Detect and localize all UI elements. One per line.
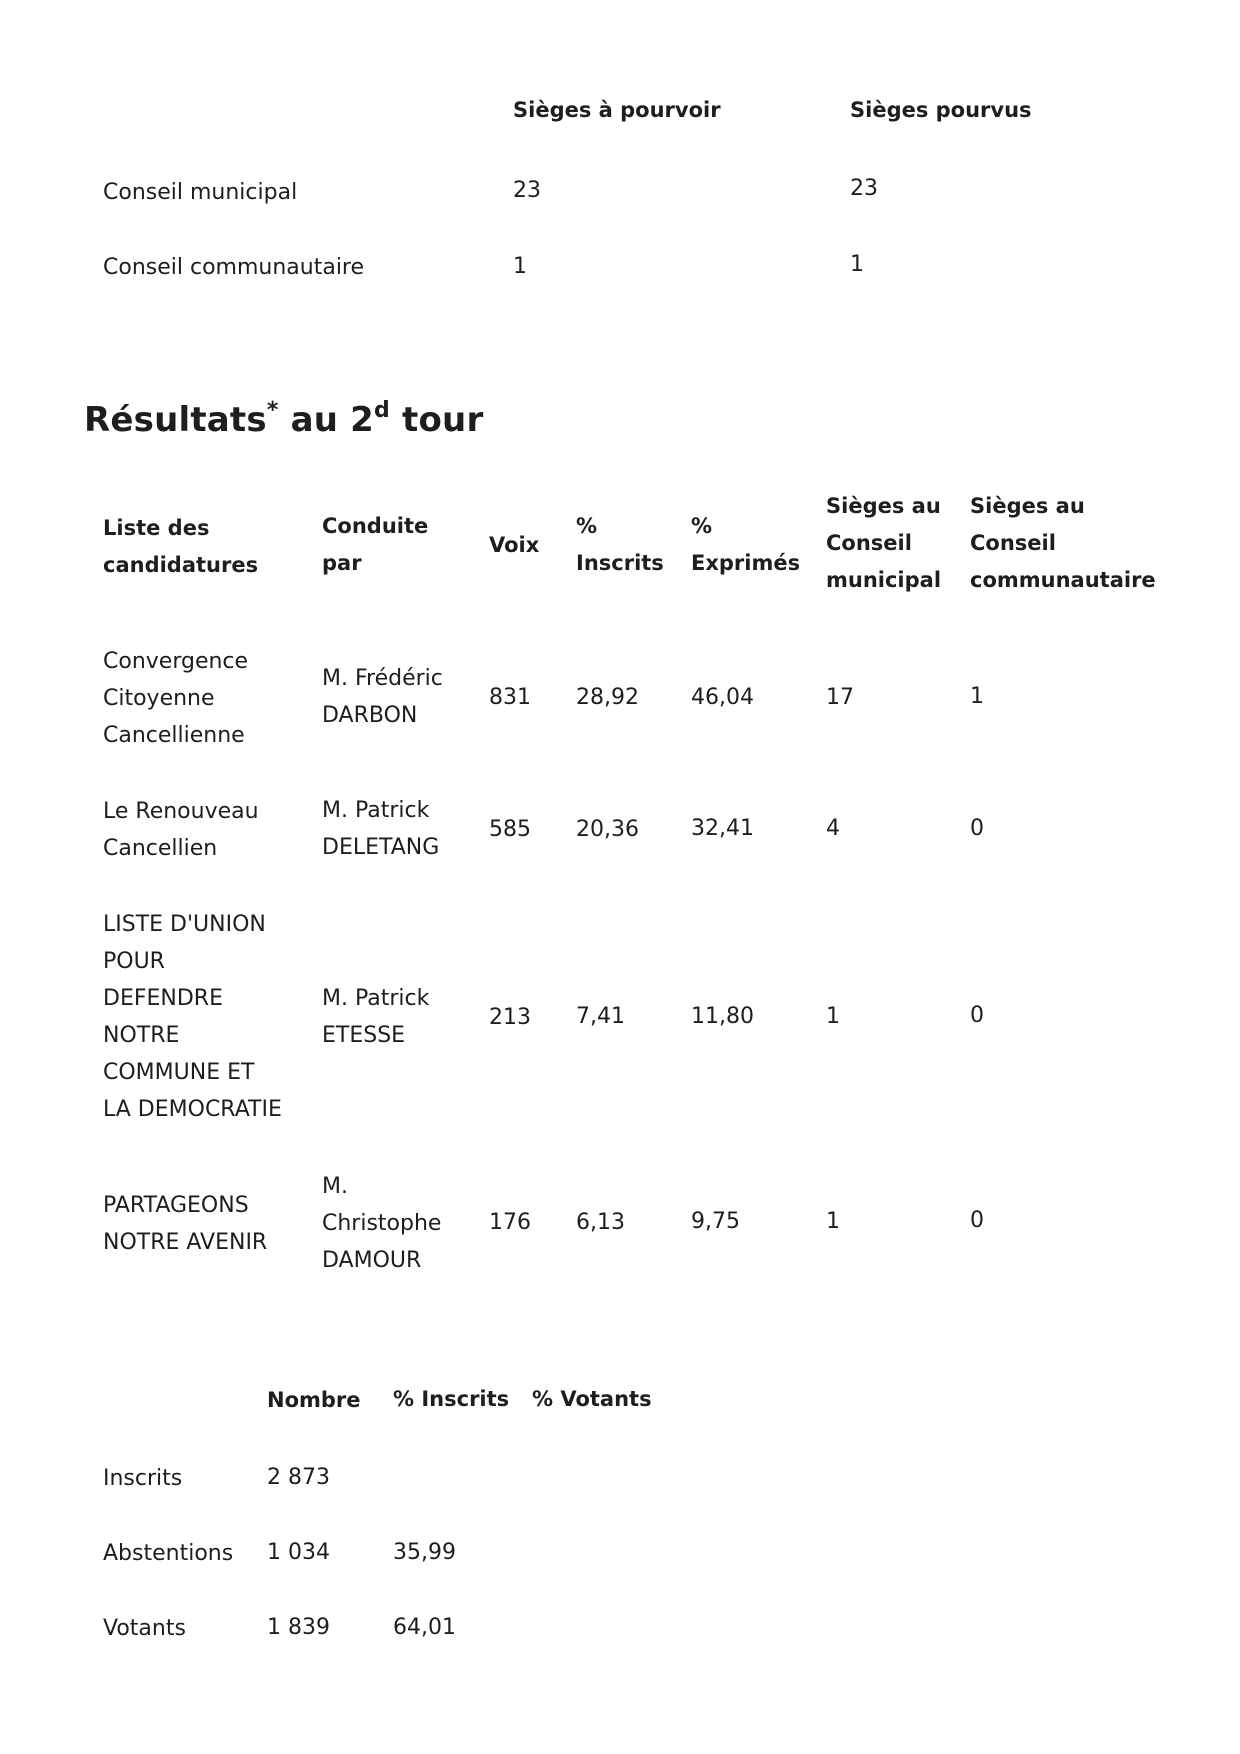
results-title-end: tour (389, 400, 484, 440)
row-label-conseil-municipal: Conseil municipal (103, 180, 298, 205)
cell-conduite (322, 1168, 441, 1279)
header-conduite (322, 508, 428, 582)
cell-pct-exprimes: 11,80 (691, 1004, 754, 1029)
header-sieges-cm (826, 488, 941, 599)
cell-sieges-cm: 1 (826, 1004, 840, 1029)
header-pct-inscrits: % Inscrits (393, 1387, 510, 1411)
cell-sieges-cm: 4 (826, 816, 840, 841)
cell-a-pourvoir: 23 (513, 178, 541, 203)
header-liste (103, 510, 258, 584)
header-line: par (322, 551, 362, 575)
header-line: communautaire (970, 568, 1156, 592)
cell-line: Convergence (103, 649, 249, 674)
cell-line: DARBON (322, 703, 418, 728)
cell-liste (103, 906, 282, 1128)
cell-a-pourvoir: 1 (513, 254, 527, 279)
cell-conduite (322, 660, 443, 734)
header-line: Sièges au (826, 494, 941, 518)
cell-pct-inscrits: 7,41 (576, 1004, 625, 1029)
cell-line: Le Renouveau (103, 799, 259, 824)
row-label-inscrits: Inscrits (103, 1466, 183, 1491)
cell-voix: 831 (489, 685, 531, 710)
cell-pct-inscrits: 20,36 (576, 817, 639, 842)
cell-line: LA DEMOCRATIE (103, 1097, 282, 1122)
cell-sieges-cm: 17 (826, 685, 854, 710)
header-line: Conseil (970, 531, 1056, 555)
cell-nombre: 1 839 (267, 1615, 330, 1640)
cell-line: DEFENDRE (103, 986, 223, 1011)
cell-line: LISTE D'UNION (103, 912, 266, 937)
header-pct-inscrits (576, 508, 664, 582)
header-line: Liste des (103, 516, 210, 540)
header-line: Conduite (322, 514, 429, 538)
cell-line: M. Patrick (322, 986, 430, 1011)
cell-pct-exprimes: 46,04 (691, 685, 754, 710)
cell-pct-exprimes: 9,75 (691, 1209, 740, 1234)
header-line: Sièges au (970, 494, 1085, 518)
header-sieges-a-pourvoir: Sièges à pourvoir (513, 98, 721, 122)
cell-pourvus: 1 (850, 252, 864, 277)
cell-line: POUR (103, 949, 165, 974)
header-pct-votants: % Votants (532, 1387, 652, 1411)
header-sieges-pourvus: Sièges pourvus (850, 98, 1032, 122)
header-voix: Voix (489, 533, 540, 557)
header-pct-exprimes (691, 508, 800, 582)
cell-pct-inscrits: 64,01 (393, 1615, 456, 1640)
cell-pct-inscrits: 35,99 (393, 1540, 456, 1565)
results-title (84, 398, 483, 440)
results-title-asterisk: * (266, 398, 279, 423)
cell-sieges-cc: 0 (970, 1208, 984, 1233)
cell-line: NOTRE (103, 1023, 180, 1048)
cell-line: ETESSE (322, 1023, 406, 1048)
cell-voix: 213 (489, 1005, 531, 1030)
cell-line: NOTRE AVENIR (103, 1230, 268, 1255)
cell-voix: 585 (489, 817, 531, 842)
header-line: candidatures (103, 553, 259, 577)
header-line: % (691, 514, 713, 538)
cell-line: Citoyenne (103, 686, 215, 711)
cell-sieges-cc: 0 (970, 1003, 984, 1028)
cell-pourvus: 23 (850, 176, 878, 201)
header-line: Conseil (826, 531, 912, 555)
cell-nombre: 1 034 (267, 1540, 330, 1565)
results-title-main: Résultats (84, 400, 267, 440)
results-title-sup: d (374, 398, 390, 423)
cell-pct-exprimes: 32,41 (691, 816, 754, 841)
header-line: municipal (826, 568, 942, 592)
row-label-votants: Votants (103, 1616, 186, 1641)
cell-liste (103, 793, 259, 867)
cell-liste (103, 1187, 267, 1261)
cell-line: COMMUNE ET (103, 1060, 255, 1085)
cell-conduite (322, 980, 429, 1054)
results-title-mid: au 2 (278, 400, 375, 440)
cell-line: M. (322, 1174, 348, 1199)
cell-line: DELETANG (322, 835, 440, 860)
header-nombre: Nombre (267, 1388, 361, 1412)
cell-nombre: 2 873 (267, 1465, 330, 1490)
cell-voix: 176 (489, 1210, 531, 1235)
cell-line: Cancellienne (103, 723, 245, 748)
cell-liste (103, 643, 248, 754)
cell-line: Cancellien (103, 836, 218, 861)
cell-pct-inscrits: 28,92 (576, 685, 639, 710)
row-label-conseil-communautaire: Conseil communautaire (103, 255, 365, 280)
cell-line: M. Patrick (322, 798, 430, 823)
cell-pct-inscrits: 6,13 (576, 1210, 625, 1235)
row-label-abstentions: Abstentions (103, 1541, 234, 1566)
cell-line: Christophe (322, 1211, 442, 1236)
cell-line: PARTAGEONS (103, 1193, 249, 1218)
header-line: Inscrits (576, 551, 664, 575)
cell-line: M. Frédéric (322, 666, 443, 691)
header-line: % (576, 514, 598, 538)
cell-conduite (322, 792, 439, 866)
header-sieges-cc (970, 488, 1156, 599)
cell-sieges-cm: 1 (826, 1209, 840, 1234)
cell-sieges-cc: 0 (970, 816, 984, 841)
cell-sieges-cc: 1 (970, 684, 984, 709)
header-line: Exprimés (691, 551, 801, 575)
cell-line: DAMOUR (322, 1248, 422, 1273)
